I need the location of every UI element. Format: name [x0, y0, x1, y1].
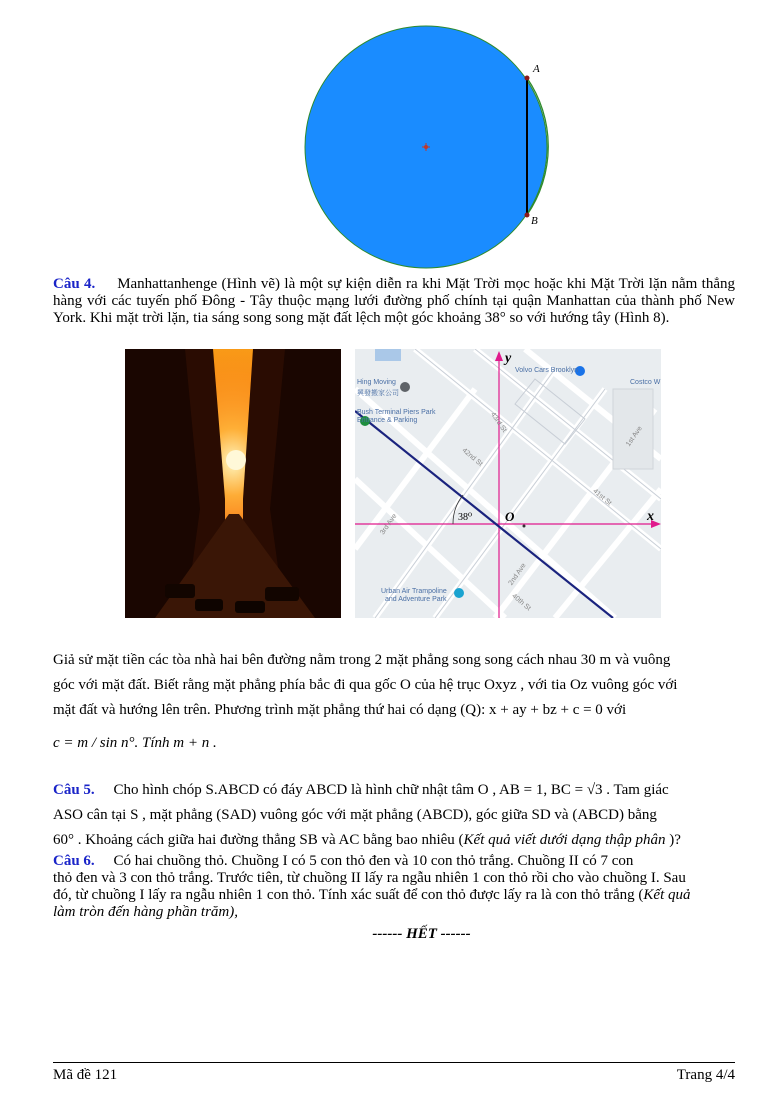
- q4-para2-line2: góc với mặt đất. Biết rằng mặt phẳng phía bắc đi qua gốc O của hệ trục Oxyz , với tia Oz vuông góc với: [53, 677, 678, 693]
- map-axis-y-label: y: [505, 351, 512, 366]
- map-label-urban-2: and Adventure Park: [385, 596, 447, 603]
- q4-para2-line1: Giả sử mặt tiền các tòa nhà hai bên đường nằm trong 2 mặt phẳng song song cách nhau 30 m và vuông: [53, 652, 671, 668]
- question-5-text-3b: Kết quả viết dưới dạng thập phân: [463, 832, 666, 848]
- question-6-line4: làm tròn đến hàng phần trăm),: [53, 904, 238, 920]
- map-label-st40: 40th St: [510, 592, 532, 613]
- question-6-label: Câu 6.: [53, 853, 95, 869]
- question-6-line2: thỏ đen và 3 con thỏ trắng. Trước tiên, từ chuồng II lấy ra ngẫu nhiên 1 con thỏ rồi cho vào chuồng I. Sau: [53, 870, 686, 886]
- map-axis-x-label: x: [647, 509, 654, 524]
- question-6-text-1: Có hai chuồng thỏ. Chuồng I có 5 con thỏ đen và 10 con thỏ trắng. Chuồng II có 7 con: [113, 853, 634, 869]
- footer-exam-code: Mã đề 121: [53, 1067, 118, 1083]
- street-map: [355, 349, 661, 618]
- footer-page-number: Trang 4/4: [676, 1067, 735, 1083]
- map-label-st41: 41st St: [591, 487, 613, 508]
- question-4-text: Manhattanhenge (Hình vẽ) là một sự kiện diễn ra khi Mặt Trời mọc hoặc khi Mặt Trời lặn nằm thẳng hàng với các tuyến phố Đông - Tây thuộc mạng lưới đường phố chính tại quận Manhattan của thành phố New York. Khi mặt trời lặn, tia sáng song song mặt đất lệch một góc khoảng 38° so với hướng tây (Hình 8).: [53, 276, 736, 326]
- map-label-st42: 42nd St: [460, 447, 484, 468]
- map-label-bush-1: Bush Terminal Piers Park: [357, 409, 436, 416]
- question-4: [53, 276, 735, 327]
- map-label-hing-1: Hing Moving: [357, 379, 396, 386]
- map-label-hing-2: 興發搬家公司: [357, 390, 399, 397]
- question-4-label: Câu 4.: [53, 276, 96, 292]
- question-6-line1: [53, 853, 743, 870]
- map-label-ave3: 3rd Ave: [379, 512, 399, 537]
- question-5-line1: [53, 782, 743, 799]
- map-label-st43: 43rd St: [488, 411, 508, 434]
- manhattanhenge-photo: [125, 349, 341, 618]
- question-5-text-3c: )?: [665, 832, 681, 848]
- point-a-label: A: [533, 63, 540, 75]
- question-5-label: Câu 5.: [53, 782, 95, 798]
- map-label-costco: Costco W: [630, 379, 661, 386]
- map-label-urban-1: Urban Air Trampoline: [381, 588, 447, 595]
- map-label-bush-2: Entrance & Parking: [357, 417, 418, 424]
- point-a-dot: [525, 76, 530, 81]
- question-5-text-3a: 60° . Khoảng cách giữa hai đường thẳng SB và AC bằng bao nhiêu (: [53, 832, 464, 848]
- end-mark: ------ HẾT ------: [372, 926, 471, 942]
- footer-divider: [53, 1062, 735, 1063]
- q4-para2-line3: mặt đất và hướng lên trên. Phương trình mặt phẳng thứ hai có dạng (Q): x + ay + bz + c = 0 với: [53, 702, 627, 718]
- question-5-line3: [53, 832, 743, 849]
- question-6-text-3a: đó, từ chuồng I lấy ra ngẫu nhiên 1 con thỏ. Tính xác suất để con thỏ được lấy ra là con thỏ trắng (: [53, 887, 644, 903]
- map-angle-label: 38⁰: [458, 512, 473, 523]
- point-b-label: B: [531, 215, 538, 227]
- question-5-text-1: Cho hình chóp S.ABCD có đáy ABCD là hình chữ nhật tâm O , AB = 1, BC = √3 . Tam giác: [113, 782, 669, 798]
- map-label-ave2: 2nd Ave: [507, 562, 528, 587]
- question-6-line3: [53, 887, 743, 904]
- q4-formula: c = m / sin n°. Tính m + n .: [53, 735, 217, 751]
- point-b-dot: [525, 213, 530, 218]
- question-5-line2: ASO cân tại S , mặt phẳng (SAD) vuông góc với mặt phẳng (ABCD), góc giữa SD và (ABCD) bằng: [53, 807, 657, 823]
- circle-figure: [300, 20, 560, 275]
- map-label-volvo: Volvo Cars Brooklyn: [515, 367, 579, 374]
- map-label-ave1: 1st Ave: [625, 425, 644, 448]
- question-6-text-3b: Kết quả: [643, 887, 691, 903]
- map-origin-label: O: [505, 509, 515, 524]
